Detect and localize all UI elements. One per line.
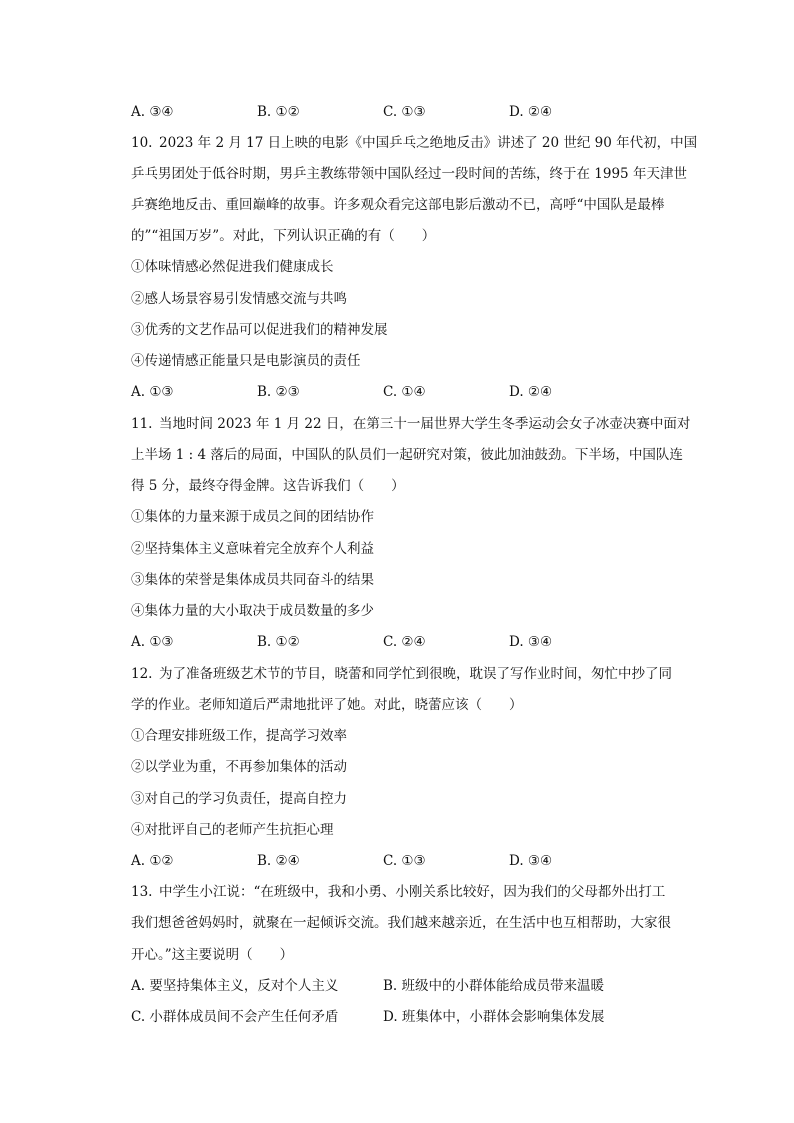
q11-stem-line-2: 上半场 1 : 4 落后的局面，中国队的队员们一起研究对策，彼此加油鼓劲。下半场，中国队连 [131, 447, 683, 463]
q9-option-c: C. ①③ [383, 104, 426, 120]
q9-option-b: B. ①② [257, 104, 300, 120]
q13-option-d: D. 班集体中，小群体会影响集体发展 [383, 1009, 605, 1025]
q12-option-a: A. ①② [131, 853, 174, 869]
q11-option-c: C. ②④ [383, 634, 426, 650]
q10-stem-line-1: 10. 2023 年 2 月 17 日上映的电影《中国乒乓之绝地反击》讲述了 20 世纪 90 年代初，中国 [131, 135, 698, 151]
q11-option-a: A. ①③ [131, 634, 174, 650]
q11-item-3: ③集体的荣誉是集体成员共同奋斗的结果 [131, 572, 374, 588]
q13-stem-line-1: 13. 中学生小江说：“在班级中，我和小勇、小刚关系比较好，因为我们的父母都外出打工 [131, 884, 666, 900]
q11-option-d: D. ③④ [509, 634, 553, 650]
q13-stem-line-2: 我们想爸爸妈妈时，就聚在一起倾诉交流。我们越来越亲近，在生活中也互相帮助，大家很 [131, 915, 671, 931]
q11-item-4: ④集体力量的大小取决于成员数量的多少 [131, 603, 374, 619]
q10-item-3: ③优秀的文艺作品可以促进我们的精神发展 [131, 322, 388, 338]
q10-item-4: ④传递情感正能量只是电影演员的责任 [131, 353, 361, 369]
q13-option-b: B. 班级中的小群体能给成员带来温暖 [383, 978, 605, 994]
q10-stem-line-2: 乒乓男团处于低谷时期，男乒主教练带领中国队经过一段时间的苦练，终于在 1995 年天津世 [131, 166, 687, 182]
q11-stem-line-3: 得 5 分，最终夺得金牌。这告诉我们（ ） [131, 478, 405, 494]
q9-option-a: A. ③④ [131, 104, 174, 120]
q11-option-b: B. ①② [257, 634, 300, 650]
q12-item-4: ④对批评自己的老师产生抗拒心理 [131, 822, 334, 838]
q11-number: 11. [131, 416, 153, 432]
q12-stem-line-2: 学的作业。老师知道后严肃地批评了她。对此，晓蕾应该（ ） [131, 697, 523, 713]
q12-number: 12. [131, 666, 153, 682]
q12-option-b: B. ②④ [257, 853, 300, 869]
q12-item-2: ②以学业为重，不再参加集体的活动 [131, 759, 347, 775]
q10-item-1: ①体味情感必然促进我们健康成长 [131, 259, 334, 275]
q10-stem-line-4: 的”“祖国万岁”。对此，下列认识正确的有（ ） [131, 228, 436, 244]
q11-stem-line-1: 11. 当地时间 2023 年 1 月 22 日，在第三十一届世界大学生冬季运动会女子冰壶决赛中面对 [131, 416, 691, 432]
q10-option-a: A. ①③ [131, 384, 174, 400]
q12-stem-line-1: 12. 为了准备班级艺术节的节目，晓蕾和同学忙到很晚，耽误了写作业时间，匆忙中抄了同 [131, 666, 672, 682]
q12-item-3: ③对自己的学习负责任，提高自控力 [131, 791, 347, 807]
q10-option-b: B. ②③ [257, 384, 300, 400]
q10-option-d: D. ②④ [509, 384, 553, 400]
q10-number: 10. [131, 135, 153, 151]
q10-option-c: C. ①④ [383, 384, 426, 400]
q13-number: 13. [131, 884, 153, 900]
q13-stem-line-3: 开心。”这主要说明（ ） [131, 947, 294, 963]
q13-option-c: C. 小群体成员间不会产生任何矛盾 [131, 1009, 339, 1025]
q11-item-2: ②坚持集体主义意味着完全放弃个人利益 [131, 541, 374, 557]
q11-item-1: ①集体的力量来源于成员之间的团结协作 [131, 509, 374, 525]
q12-option-d: D. ③④ [509, 853, 553, 869]
q10-stem-line-3: 乒赛绝地反击、重回巅峰的故事。许多观众看完这部电影后激动不已，高呼“中国队是最棒 [131, 197, 665, 213]
q13-option-a: A. 要坚持集体主义，反对个人主义 [131, 978, 339, 994]
q10-item-2: ②感人场景容易引发情感交流与共鸣 [131, 291, 347, 307]
q12-item-1: ①合理安排班级工作，提高学习效率 [131, 728, 347, 744]
q9-option-d: D. ②④ [509, 104, 553, 120]
q12-option-c: C. ①③ [383, 853, 426, 869]
